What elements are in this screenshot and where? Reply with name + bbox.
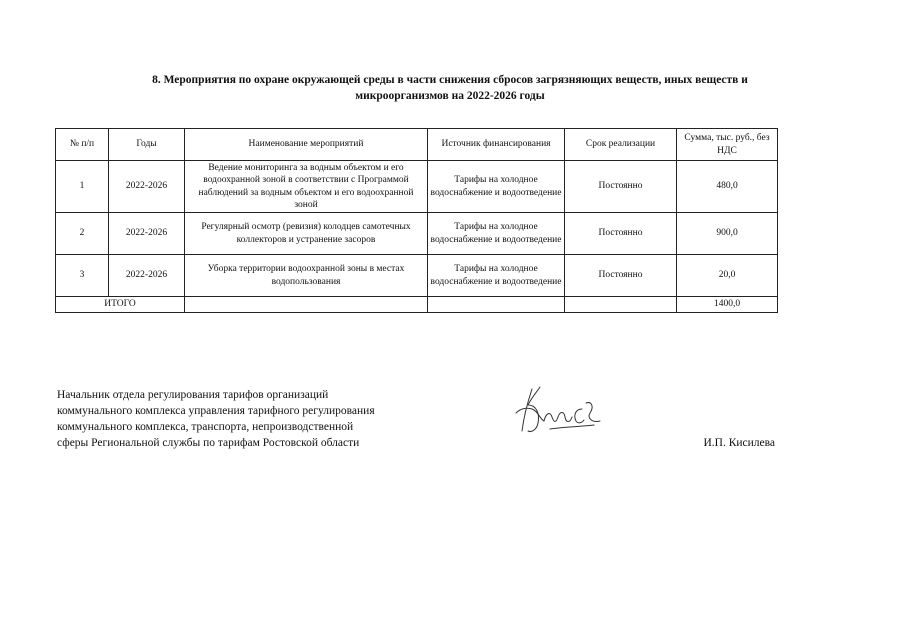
table-row: [56, 161, 778, 213]
cell-term: Постоянно: [565, 213, 677, 255]
total-label: ИТОГО: [56, 297, 185, 313]
document-title: [60, 72, 840, 104]
cell-num: 3: [56, 255, 109, 297]
measures-table: [55, 128, 778, 313]
cell-num: 2: [56, 213, 109, 255]
handwritten-signature: [510, 383, 605, 443]
title-line-1: 8. Мероприятия по охране окружающей среды в части снижения сбросов загрязняющих веществ, иных веществ и: [152, 74, 748, 86]
total-empty-cell: [428, 297, 565, 313]
table-row: [56, 255, 778, 297]
table-row: [56, 213, 778, 255]
cell-term: Постоянно: [565, 255, 677, 297]
title-line-2: микроорганизмов на 2022-2026 годы: [355, 90, 545, 102]
header-sum: Сумма, тыс. руб., без НДС: [677, 129, 778, 161]
signer-position: [57, 387, 477, 451]
position-line: сферы Региональной службы по тарифам Ростовской области: [57, 437, 360, 449]
position-line: коммунального комплекса, транспорта, непроизводственной: [57, 421, 354, 433]
cell-sum: 20,0: [677, 255, 778, 297]
header-term: Срок реализации: [565, 129, 677, 161]
cell-years: 2022-2026: [109, 213, 185, 255]
total-empty-cell: [185, 297, 428, 313]
cell-sum: 900,0: [677, 213, 778, 255]
position-line: коммунального комплекса управления тарифного регулирования: [57, 405, 375, 417]
header-num: № п/п: [56, 129, 109, 161]
total-empty-cell: [565, 297, 677, 313]
header-name: Наименование мероприятий: [185, 129, 428, 161]
header-years: Годы: [109, 129, 185, 161]
table-total-row: [56, 297, 778, 313]
cell-source: Тарифы на холодное водоснабжение и водоотведение: [428, 213, 565, 255]
cell-years: 2022-2026: [109, 161, 185, 213]
cell-term: Постоянно: [565, 161, 677, 213]
cell-name: Уборка территории водоохранной зоны в местах водопользования: [185, 255, 428, 297]
cell-sum: 480,0: [677, 161, 778, 213]
table-header-row: [56, 129, 778, 161]
total-sum: 1400,0: [677, 297, 778, 313]
header-source: Источник финансирования: [428, 129, 565, 161]
cell-years: 2022-2026: [109, 255, 185, 297]
position-line: Начальник отдела регулирования тарифов организаций: [57, 389, 329, 401]
cell-name: Регулярный осмотр (ревизия) колодцев самотечных коллекторов и устранение засоров: [185, 213, 428, 255]
signer-name: И.П. Кисилева: [703, 437, 775, 449]
cell-source: Тарифы на холодное водоснабжение и водоотведение: [428, 255, 565, 297]
cell-name: Ведение мониторинга за водным объектом и его водоохранной зоной в соответствии с Программой наблюдений за водным объектом и его водоохранной зоной: [185, 161, 428, 213]
cell-num: 1: [56, 161, 109, 213]
cell-source: Тарифы на холодное водоснабжение и водоотведение: [428, 161, 565, 213]
